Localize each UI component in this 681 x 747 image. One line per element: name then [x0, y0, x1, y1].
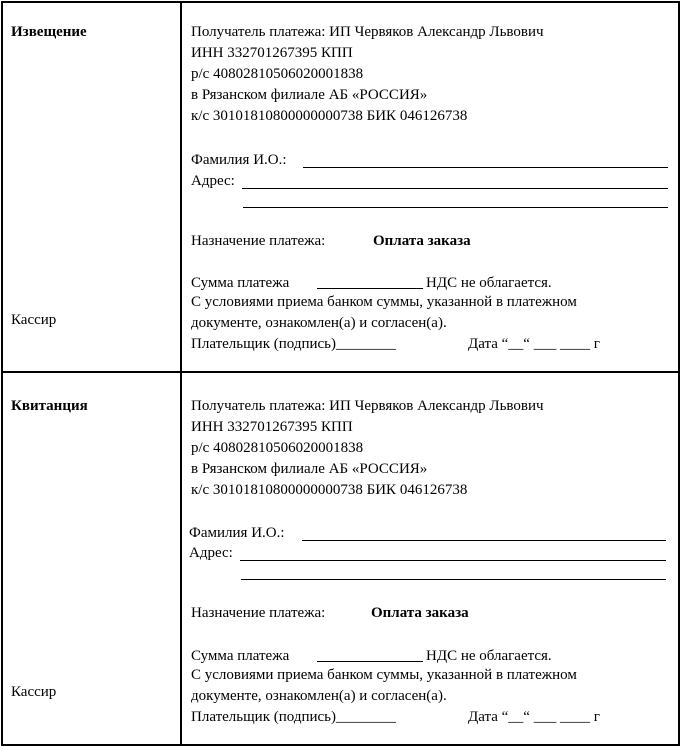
- address-field[interactable]: [240, 560, 666, 561]
- address-label: Адрес:: [191, 173, 235, 189]
- cashier-label: Кассир: [11, 684, 57, 700]
- amount-label: Сумма платежа: [191, 648, 290, 664]
- account-line: р/с 40802810506020001838: [191, 66, 364, 82]
- terms-line-2: документе, ознакомлен(а) и согласен(а).: [191, 315, 447, 331]
- fio-label: Фамилия И.О.:: [191, 152, 287, 168]
- address-field-line2[interactable]: [243, 207, 668, 208]
- terms-line-1: С условиями приема банком суммы, указанной в платежном: [191, 294, 577, 310]
- fio-field[interactable]: [303, 167, 668, 168]
- section-title: Извещение: [11, 24, 87, 40]
- address-field-line2[interactable]: [241, 579, 666, 580]
- signature-label: Плательщик (подпись)________: [191, 709, 397, 725]
- recipient-line: Получатель платежа: ИП Червяков Александр Львович: [191, 398, 544, 414]
- signature-label: Плательщик (подпись)________: [191, 336, 397, 352]
- amount-label: Сумма платежа: [191, 275, 290, 291]
- address-field[interactable]: [242, 188, 668, 189]
- vat-text: НДС не облагается.: [426, 648, 552, 664]
- purpose-value: Оплата заказа: [373, 233, 471, 249]
- corr-account-line: к/с 30101810800000000738 БИК 046126738: [191, 108, 468, 124]
- section-title: Квитанция: [11, 398, 88, 414]
- column-divider: [180, 1, 182, 746]
- account-line: р/с 40802810506020001838: [191, 440, 364, 456]
- terms-line-1: С условиями приема банком суммы, указанной в платежном: [191, 667, 577, 683]
- purpose-label: Назначение платежа:: [191, 233, 326, 249]
- date-label: Дата “__“ ___ ____ г: [468, 336, 600, 352]
- cashier-label: Кассир: [11, 312, 57, 328]
- purpose-label: Назначение платежа:: [191, 605, 326, 621]
- amount-field[interactable]: [317, 288, 423, 289]
- vat-text: НДС не облагается.: [426, 275, 552, 291]
- inn-line: ИНН 332701267395 КПП: [191, 419, 353, 435]
- bank-line: в Рязанском филиале АБ «РОССИЯ»: [191, 87, 428, 103]
- fio-label: Фамилия И.О.:: [189, 525, 285, 541]
- amount-field[interactable]: [317, 661, 423, 662]
- bank-line: в Рязанском филиале АБ «РОССИЯ»: [191, 461, 428, 477]
- terms-line-2: документе, ознакомлен(а) и согласен(а).: [191, 688, 447, 704]
- date-label: Дата “__“ ___ ____ г: [468, 709, 600, 725]
- corr-account-line: к/с 30101810800000000738 БИК 046126738: [191, 482, 468, 498]
- address-label: Адрес:: [189, 545, 233, 561]
- inn-line: ИНН 332701267395 КПП: [191, 45, 353, 61]
- purpose-value: Оплата заказа: [371, 605, 469, 621]
- section-divider: [1, 371, 680, 373]
- recipient-line: Получатель платежа: ИП Червяков Александр Львович: [191, 24, 544, 40]
- fio-field[interactable]: [302, 540, 666, 541]
